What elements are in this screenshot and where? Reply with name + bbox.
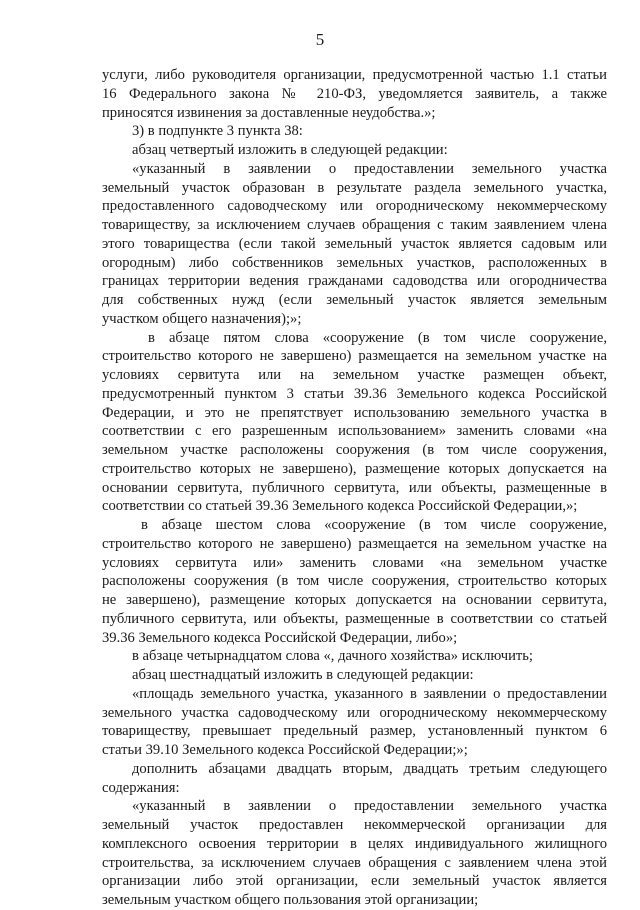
text-line: предусмотренный пунктом 3 статьи 39.36 Земельного кодекса Российской	[102, 385, 607, 402]
text-line: «площадь земельного участка, указанного в заявлении о предоставлении	[132, 685, 607, 702]
text-line: «указанный в заявлении о предоставлении земельного участка	[132, 160, 607, 177]
text-line: комплексного освоения территории в целях индивидуального жилищного	[102, 835, 607, 852]
text-line: дополнить абзацами двадцать вторым, двадцать третьим следующего	[132, 760, 607, 777]
text-line: земельным участком общего пользования этой организации;	[102, 892, 479, 908]
text-line: товариществу, за исключением случаев обращения с таким заявлением члена	[102, 217, 607, 233]
text-line: соответствии с его разрешенным использованием» заменить словами «на	[102, 423, 607, 440]
text-line: огородным) либо собственников земельных участков, расположенных в	[102, 254, 607, 271]
text-line: Федерации, и это не препятствует использованию земельного участка в	[102, 404, 607, 421]
text-line: земельном участке расположены сооружения (в том числе сооружения,	[102, 442, 607, 458]
text-line: расположены сооружения (в том числе сооружения, строительство которых	[102, 573, 607, 590]
document-body	[102, 66, 607, 910]
text-line: товариществу, превышает предельный размер, установленный пунктом 6	[102, 723, 607, 740]
text-line: строительство которого не завершено) размещается на земельном участке на	[102, 348, 607, 365]
text-line: границах территории ведения гражданами садоводства или огородничества	[102, 273, 607, 290]
text-line: 16 Федерального закона № 210-ФЗ, уведомляется заявитель, а также	[102, 85, 607, 102]
text-line: 39.36 Земельного кодекса Российской Федерации, либо»;	[102, 629, 458, 646]
text-line: не завершено), размещение которых допускается на основании сервитута,	[102, 592, 607, 608]
text-line: участком общего назначения);»;	[102, 310, 302, 327]
text-line: условиях сервитута или на земельном участке размещен объект,	[102, 367, 607, 383]
text-line: земельный участок предоставлен некоммерческой организации для	[102, 817, 607, 833]
page-number: 5	[315, 30, 325, 49]
text-line: в абзаце четырнадцатом слова «, дачного хозяйства» исключить;	[132, 648, 533, 665]
text-line: земельного участка садоводческому или огородническому некоммерческому	[102, 704, 607, 721]
text-line: соответствии со статьей 39.36 Земельного кодекса Российской Федерации,»;	[102, 498, 578, 515]
text-line: услуги, либо руководителя организации, предусмотренной частью 1.1 статьи	[102, 67, 607, 83]
text-line: абзац четвертый изложить в следующей редакции:	[132, 142, 448, 158]
text-line: предоставленного садоводческому или огородническому некоммерческому	[102, 198, 607, 215]
text-line: публичного сервитута, или объекты, размещенные в соответствии со статьей	[102, 610, 607, 627]
text-line: строительства, за исключением случаев обращения с заявлением члена этой	[102, 854, 607, 871]
text-line: абзац шестнадцатый изложить в следующей редакции:	[132, 667, 474, 683]
text-line: статьи 39.10 Земельного кодекса Российской Федерации;»;	[102, 742, 468, 758]
text-line: в абзаце шестом слова «сооружение (в том числе сооружение,	[141, 517, 607, 533]
text-line: для собственных нужд (если земельный участок является земельным	[102, 292, 607, 308]
text-line: строительство которых не завершено), размещение которых допускается на	[102, 460, 607, 477]
text-line: условиях сервитута или» заменить словами «на земельном участке	[102, 554, 607, 571]
text-line: этого товарищества (если такой земельный участок является садовым или	[102, 235, 607, 252]
text-line: основании сервитута, публичного сервитута, или объекты, размещенные в	[102, 479, 607, 496]
text-line: земельный участок образован в результате раздела земельного участка,	[102, 179, 607, 196]
text-line: приносятся извинения за доставленные неудобства.»;	[102, 104, 436, 121]
text-line: организации либо этой организации, если земельный участок является	[102, 873, 607, 890]
text-line: содержания:	[102, 779, 180, 796]
text-line: строительство которого не завершено) размещается на земельном участке на	[102, 535, 607, 552]
text-line: «указанный в заявлении о предоставлении земельного участка	[132, 798, 607, 815]
text-line: 3) в подпункте 3 пункта 38:	[132, 123, 303, 140]
text-line: в абзаце пятом слова «сооружение (в том числе сооружение,	[148, 329, 607, 346]
